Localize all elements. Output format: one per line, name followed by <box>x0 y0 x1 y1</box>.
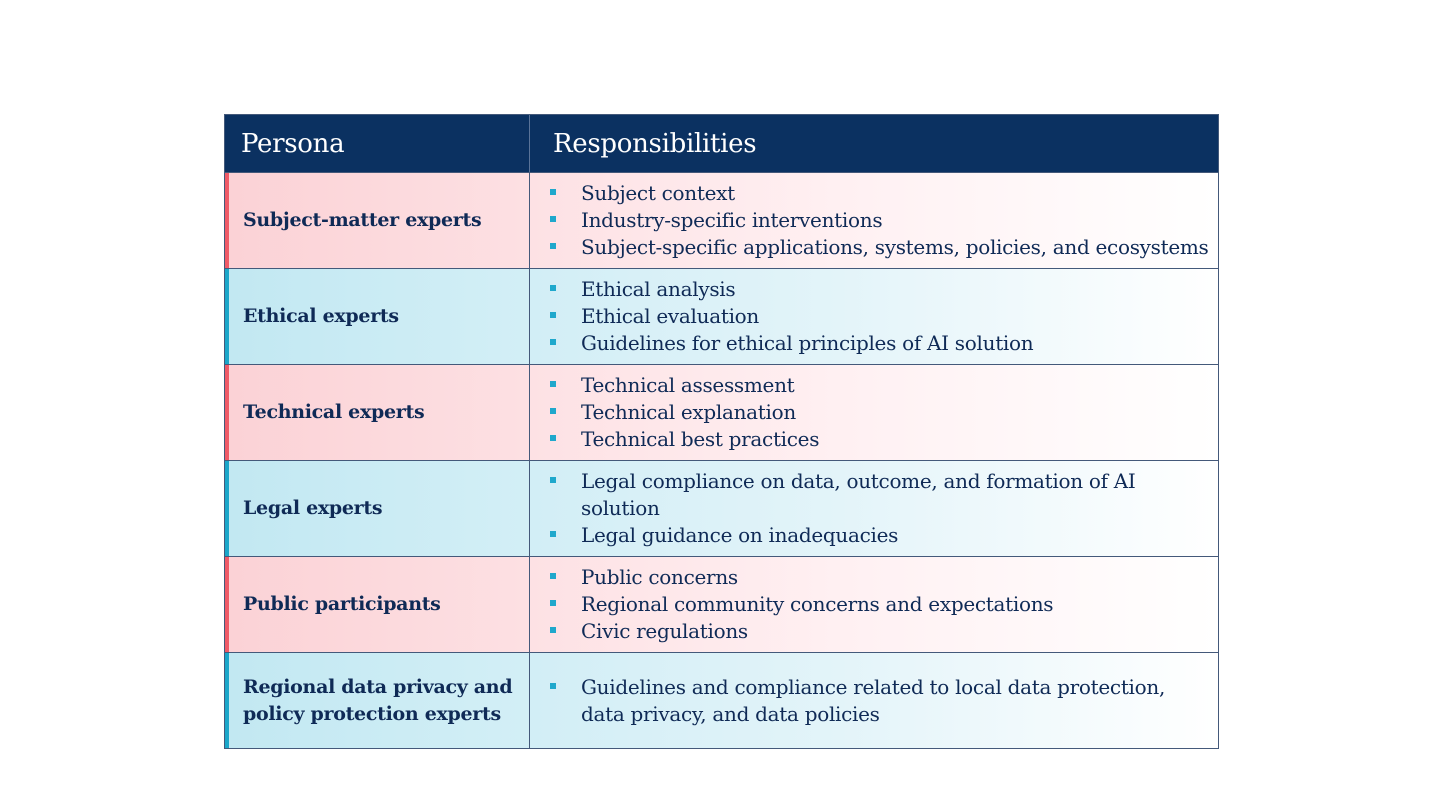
persona-cell: Legal experts <box>225 461 530 556</box>
table-row <box>225 268 1218 364</box>
table-row <box>225 652 1218 748</box>
square-bullet-icon <box>550 627 556 633</box>
list-item: Technical explanation <box>550 399 1218 426</box>
list-item: Subject-specific applications, systems, policies, and ecosystems <box>550 234 1218 261</box>
square-bullet-icon <box>550 435 556 441</box>
square-bullet-icon <box>550 531 556 537</box>
square-bullet-icon <box>550 243 556 249</box>
table-row <box>225 172 1218 268</box>
list-item: Guidelines and compliance related to local data protection, data privacy, and data policies <box>550 674 1218 728</box>
responsibilities-cell <box>530 173 1218 268</box>
list-item: Industry-specific interventions <box>550 207 1218 234</box>
personas-table <box>224 114 1219 749</box>
square-bullet-icon <box>550 477 556 483</box>
square-bullet-icon <box>550 312 556 318</box>
responsibilities-cell <box>530 653 1218 748</box>
list-item: Ethical evaluation <box>550 303 1218 330</box>
square-bullet-icon <box>550 600 556 606</box>
persona-cell: Technical experts <box>225 365 530 460</box>
square-bullet-icon <box>550 573 556 579</box>
responsibilities-cell <box>530 269 1218 364</box>
table-row <box>225 460 1218 556</box>
list-item: Legal compliance on data, outcome, and formation of AI solution <box>550 468 1218 522</box>
persona-column-header: Persona <box>225 115 530 172</box>
table-row <box>225 556 1218 652</box>
square-bullet-icon <box>550 339 556 345</box>
responsibilities-cell <box>530 365 1218 460</box>
responsibilities-column-header: Responsibilities <box>553 128 757 159</box>
list-item: Technical best practices <box>550 426 1218 453</box>
list-item: Regional community concerns and expectations <box>550 591 1218 618</box>
square-bullet-icon <box>550 189 556 195</box>
square-bullet-icon <box>550 285 556 291</box>
list-item: Legal guidance on inadequacies <box>550 522 1218 549</box>
persona-cell: Subject-matter experts <box>225 173 530 268</box>
table-row <box>225 364 1218 460</box>
persona-cell: Regional data privacy and policy protection experts <box>225 653 530 748</box>
responsibilities-cell <box>530 461 1218 556</box>
list-item: Technical assessment <box>550 372 1218 399</box>
square-bullet-icon <box>550 408 556 414</box>
square-bullet-icon <box>550 216 556 222</box>
table-header <box>225 115 1218 172</box>
square-bullet-icon <box>550 381 556 387</box>
persona-cell: Ethical experts <box>225 269 530 364</box>
list-item: Guidelines for ethical principles of AI solution <box>550 330 1218 357</box>
responsibilities-cell <box>530 557 1218 652</box>
list-item: Public concerns <box>550 564 1218 591</box>
list-item: Ethical analysis <box>550 276 1218 303</box>
persona-cell: Public participants <box>225 557 530 652</box>
square-bullet-icon <box>550 683 556 689</box>
list-item: Subject context <box>550 180 1218 207</box>
list-item: Civic regulations <box>550 618 1218 645</box>
